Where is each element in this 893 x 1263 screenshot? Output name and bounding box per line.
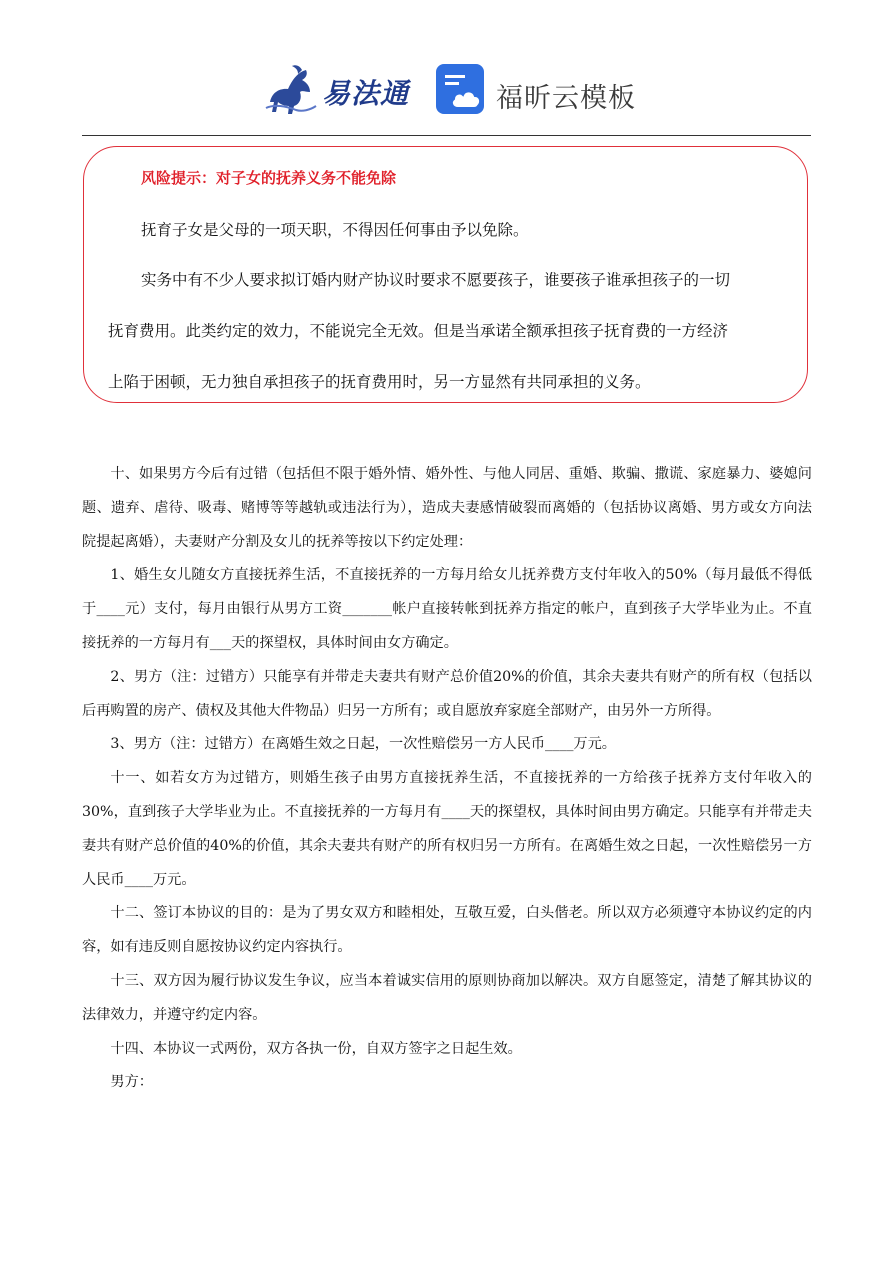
logo-right-text: 福昕云模板 xyxy=(496,83,636,114)
clause-10: 十、如果男方今后有过错（包括但不限于婚外情、婚外性、与他人同居、重婚、欺骗、撒谎、家庭暴力、婆媳问题、遗弃、虐待、吸毒、赌博等等越轨或违法行为），造成夫妻感情破裂而离婚的（包括协议离婚、男方或女方向法院提起离婚），夫妻财产分割及女儿的抚养等按以下约定处理： xyxy=(82,466,812,550)
risk-notice-title: 风险提示：对子女的抚养义务不能免除 xyxy=(141,169,397,187)
yifatong-logo xyxy=(262,62,412,118)
clause-10-item-2: 2、男方（注：过错方）只能享有并带走夫妻共有财产总价值20%的价值，其余夫妻共有财产的所有权（包括以后再购置的房产、债权及其他大件物品）归另一方所有；或自愿放弃家庭全部财产，由另外一方所得。 xyxy=(82,668,812,719)
page-header xyxy=(0,58,893,120)
risk-notice-line: 抚育子女是父母的一项天职，不得因任何事由予以免除。 xyxy=(141,221,529,239)
clause-10-item-1: 1、婚生女儿随女方直接抚养生活，不直接抚养的一方每月给女儿抚养费方支付年收入的50%（每月最低不得低于____元）支付，每月由银行从男方工资_______帐户直接转帐到抚养方指定的帐户，直到孩子大学毕业为止。不直接抚养的一方每月有___天的探望权，具体时间由女方确定。 xyxy=(82,567,812,651)
risk-notice-line: 实务中有不少人要求拟订婚内财产协议时要求不愿要孩子，谁要孩子谁承担孩子的一切 xyxy=(141,271,731,289)
signature-male-label: 男方： xyxy=(110,1074,153,1091)
cloud-document-icon xyxy=(436,64,488,116)
agreement-body xyxy=(82,458,812,1100)
foxit-template-logo xyxy=(436,64,636,118)
risk-notice-line: 上陷于困顿，无力独自承担孩子的抚育费用时，另一方显然有共同承担的义务。 xyxy=(108,373,651,391)
header-divider xyxy=(82,135,811,136)
clause-11: 十一、如若女方为过错方，则婚生孩子由男方直接抚养生活，不直接抚养的一方给孩子抚养方支付年收入的30%，直到孩子大学毕业为止。不直接抚养的一方每月有____天的探望权，具体时间由男方确定。只能享有并带走夫妻共有财产总价值的40%的价值，其余夫妻共有财产的所有权归另一方所有。在离婚生效之日起，一次性赔偿另一方人民币____万元。 xyxy=(82,770,812,888)
logo-left-text: 易法通 xyxy=(322,77,410,110)
clause-14: 十四、本协议一式两份，双方各执一份，自双方签字之日起生效。 xyxy=(110,1040,522,1057)
horse-emblem-icon xyxy=(262,62,320,118)
clause-13: 十三、双方因为履行协议发生争议，应当本着诚实信用的原则协商加以解决。双方自愿签定，清楚了解其协议的法律效力，并遵守约定内容。 xyxy=(82,972,812,1023)
clause-12: 十二、签订本协议的目的：是为了男女双方和睦相处，互敬互爱，白头偕老。所以双方必须遵守本协议约定的内容，如有违反则自愿按协议约定内容执行。 xyxy=(82,905,812,956)
risk-notice-box xyxy=(83,146,808,403)
risk-notice-line: 抚育费用。此类约定的效力，不能说完全无效。但是当承诺全额承担孩子抚育费的一方经济 xyxy=(108,322,729,340)
clause-10-item-3: 3、男方（注：过错方）在离婚生效之日起，一次性赔偿另一方人民币____万元。 xyxy=(110,736,616,753)
